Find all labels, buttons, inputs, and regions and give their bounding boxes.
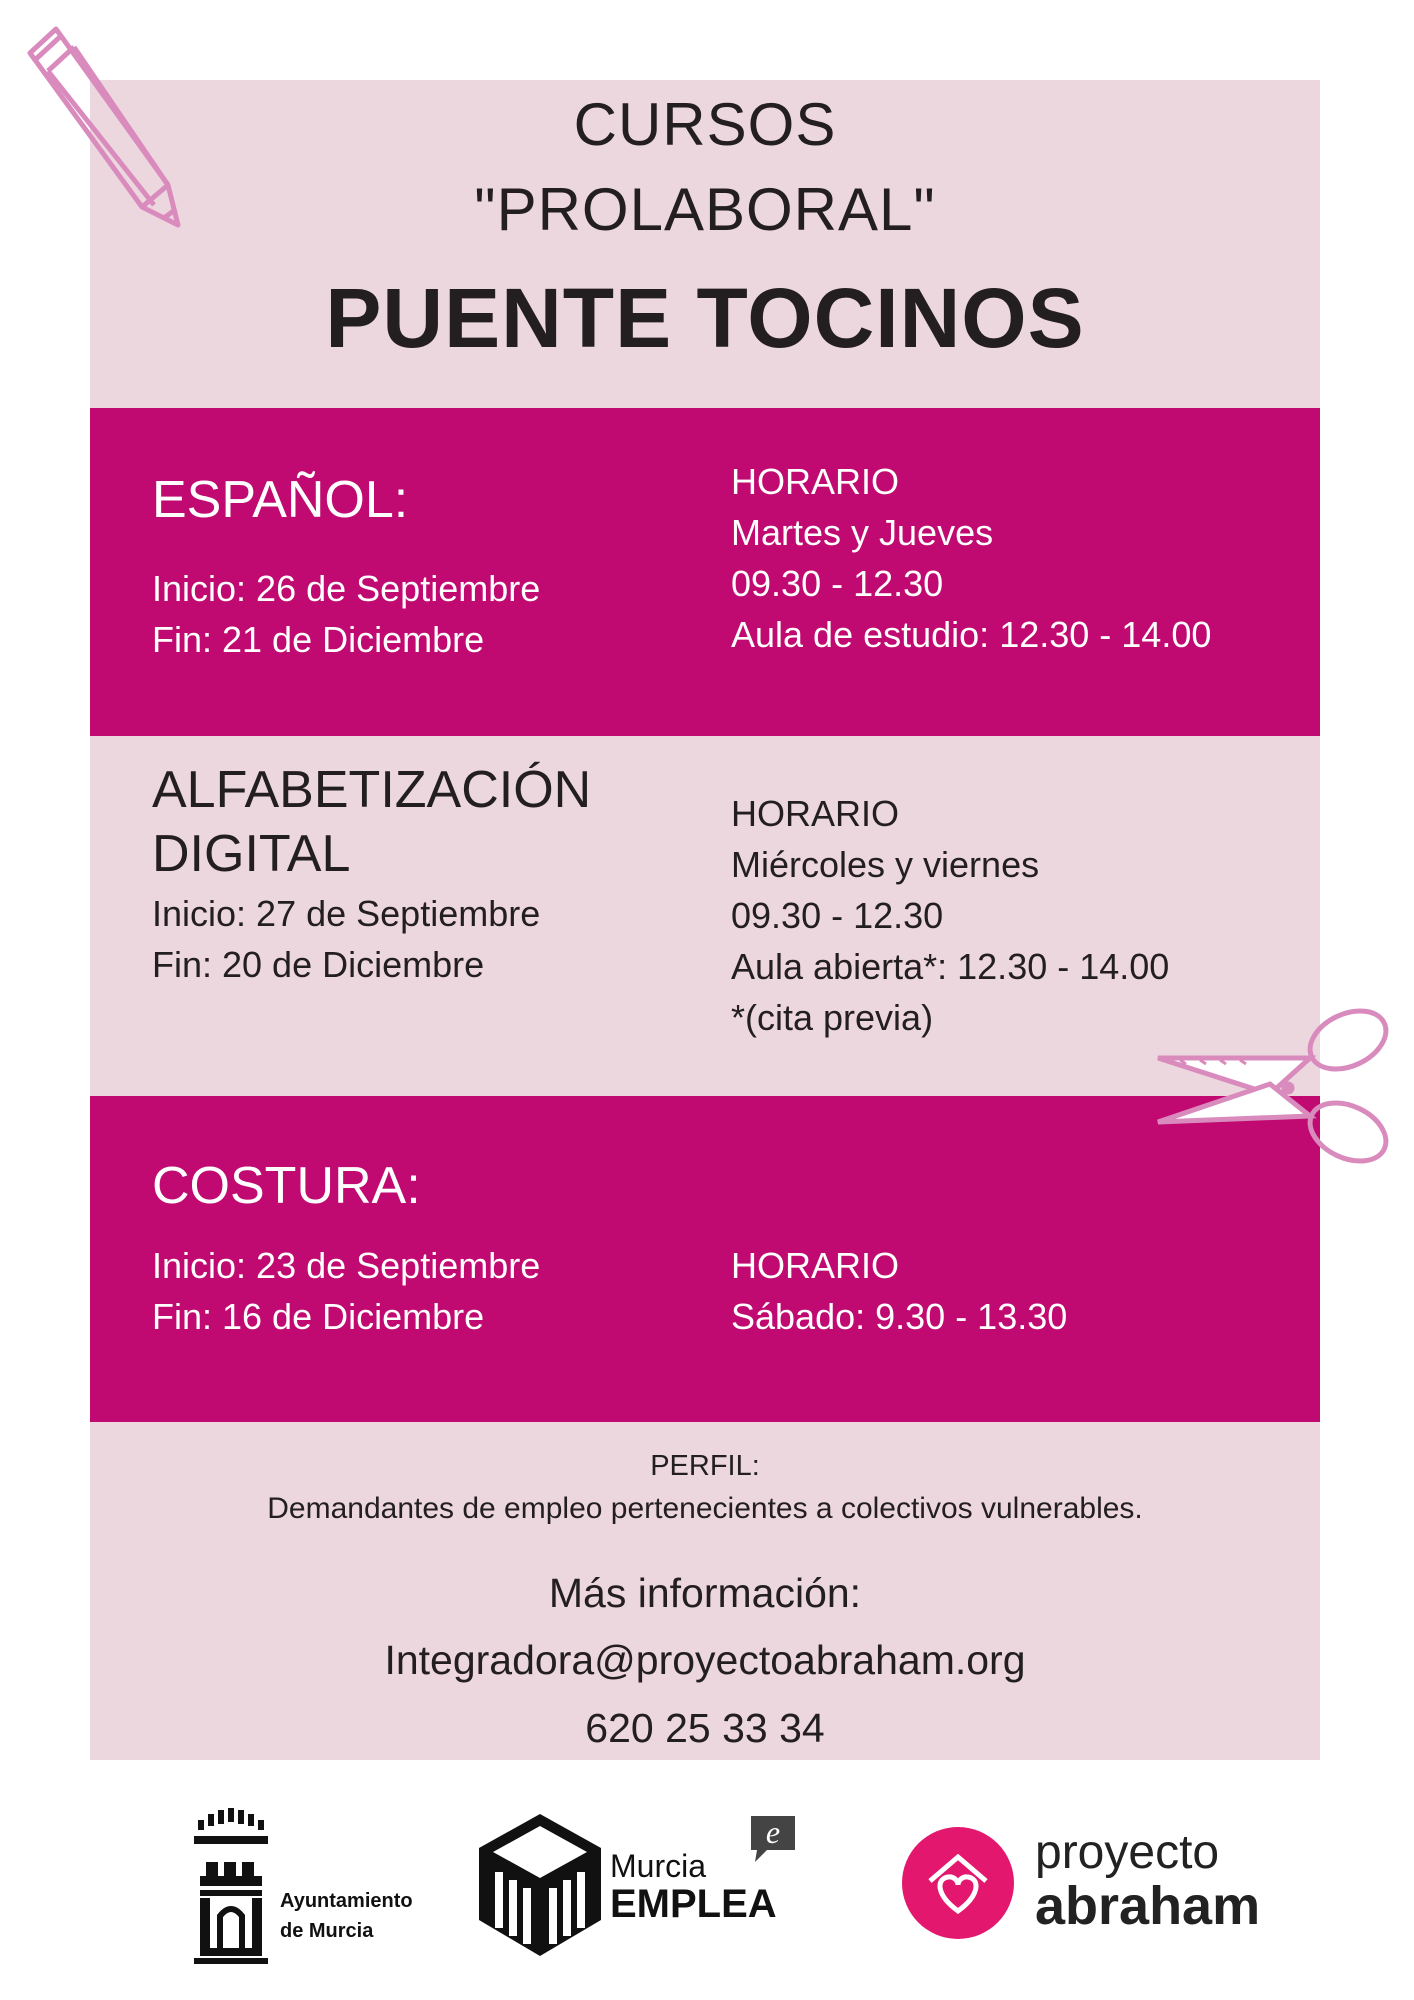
course-name: ESPAÑOL: xyxy=(152,471,409,529)
start-date: Inicio: 27 de Septiembre xyxy=(152,893,541,934)
scissors-icon xyxy=(1150,1000,1410,1180)
course-espanol xyxy=(90,408,1320,736)
start-date: Inicio: 23 de Septiembre xyxy=(152,1245,541,1286)
murcia-emplea-cube-icon xyxy=(475,1810,605,1960)
course-name: COSTURA: xyxy=(152,1157,421,1215)
contact-email[interactable]: Integradora@proyectoabraham.org xyxy=(384,1637,1026,1683)
start-date: Inicio: 26 de Septiembre xyxy=(152,568,541,609)
end-date: Fin: 20 de Diciembre xyxy=(152,944,485,985)
contact-heading: Más información: xyxy=(548,1570,862,1616)
footer-logos xyxy=(0,1780,1414,2000)
course-name-line1: ALFABETIZACIÓN xyxy=(152,761,592,819)
perfil-text: Demandantes de empleo pertenecientes a colectivos vulnerables. xyxy=(267,1492,1143,1525)
schedule-hours: Sábado: 9.30 - 13.30 xyxy=(731,1296,1068,1337)
title-line-2: "PROLABORAL" xyxy=(474,176,936,243)
end-date: Fin: 21 de Diciembre xyxy=(152,619,485,660)
course-name-line2: DIGITAL xyxy=(152,825,351,883)
ayuntamiento-logo[interactable] xyxy=(190,1798,450,1968)
pencil-icon xyxy=(18,15,188,235)
course-alfabetizacion xyxy=(90,736,1320,1096)
emplea-text: EMPLEA xyxy=(610,1882,777,1926)
ayuntamiento-line2: de Murcia xyxy=(280,1920,374,1942)
course-schedule xyxy=(731,456,1211,660)
schedule-hours: 09.30 - 12.30 xyxy=(731,563,944,604)
schedule-extra: Aula de estudio: 12.30 - 14.00 xyxy=(731,614,1212,655)
e-bubble-icon xyxy=(745,1810,801,1866)
schedule-label: HORARIO xyxy=(731,461,900,502)
page-title: PUENTE TOCINOS xyxy=(325,271,1085,365)
course-schedule xyxy=(731,788,1169,1043)
murcia-emplea-logo[interactable] xyxy=(475,1810,815,1960)
course-schedule xyxy=(731,1240,1067,1342)
schedule-extra: Aula abierta*: 12.30 - 14.00 xyxy=(731,946,1170,987)
course-dates xyxy=(152,563,540,665)
course-dates xyxy=(152,1240,540,1342)
svg-text:e: e xyxy=(765,1814,781,1850)
perfil-label: PERFIL: xyxy=(650,1450,760,1482)
ayuntamiento-text xyxy=(280,1886,413,1946)
abraham-text: abraham xyxy=(1035,1876,1261,1936)
schedule-hours: 09.30 - 12.30 xyxy=(731,895,944,936)
ayuntamiento-line1: Ayuntamiento xyxy=(280,1890,413,1912)
murcia-text: Murcia xyxy=(610,1848,707,1884)
course-costura xyxy=(90,1096,1320,1422)
poster xyxy=(90,80,1320,1760)
crown-tower-icon xyxy=(190,1798,270,1968)
schedule-days: Miércoles y viernes xyxy=(731,844,1040,885)
contact-phone[interactable]: 620 25 33 34 xyxy=(585,1705,825,1751)
proyecto-text: proyecto xyxy=(1035,1826,1220,1879)
schedule-days: Martes y Jueves xyxy=(731,512,994,553)
schedule-label: HORARIO xyxy=(731,793,900,834)
title-line-1: CURSOS xyxy=(573,91,837,158)
end-date: Fin: 16 de Diciembre xyxy=(152,1296,485,1337)
schedule-note: *(cita previa) xyxy=(731,997,934,1038)
heart-house-icon xyxy=(900,1825,1016,1941)
proyecto-abraham-logo[interactable] xyxy=(900,1825,1300,1945)
course-name xyxy=(152,758,591,886)
course-dates xyxy=(152,888,540,990)
schedule-label: HORARIO xyxy=(731,1245,900,1286)
